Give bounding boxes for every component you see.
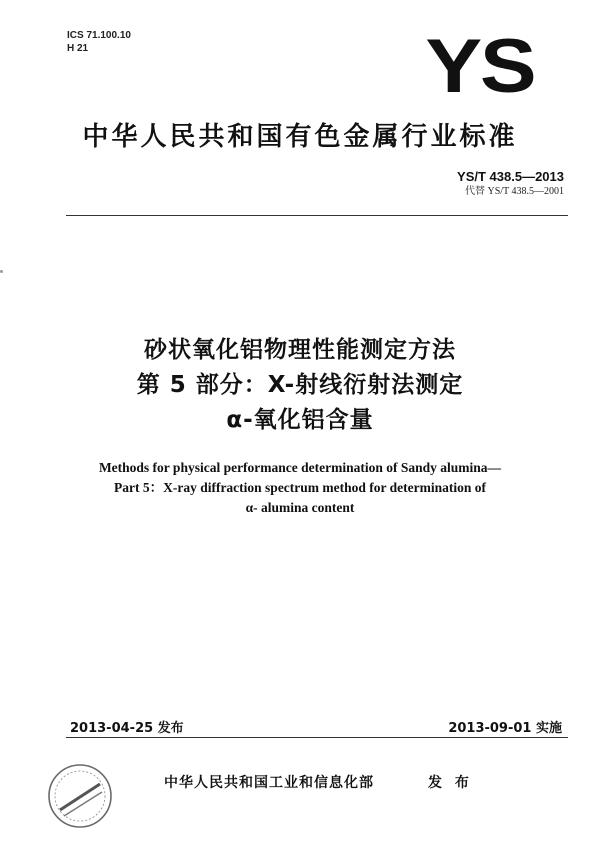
ys-logo: YS bbox=[424, 24, 534, 109]
effective-date: 2013-09-01 实施 bbox=[448, 721, 562, 736]
top-divider bbox=[66, 215, 568, 216]
title-zh-line-1: 砂状氧化铝物理性能测定方法 bbox=[144, 337, 456, 363]
scan-mark bbox=[0, 270, 3, 273]
ics-code: ICS 71.100.10 bbox=[67, 30, 131, 41]
title-en-line-1: Methods for physical performance determination of Sandy alumina— bbox=[98, 460, 502, 475]
standard-code: YS/T 438.5—2013 bbox=[457, 169, 564, 184]
publish-label: 发 布 bbox=[428, 775, 473, 791]
title-zh-line-2: 第 5 部分：X-射线衍射法测定 bbox=[136, 372, 464, 398]
standard-category-title: 中华人民共和国有色金属行业标准 bbox=[82, 122, 518, 152]
replaces-code: 代替 YS/T 438.5—2001 bbox=[465, 186, 564, 197]
ccs-code: H 21 bbox=[67, 43, 89, 54]
title-zh-line-3: α-氧化铝含量 bbox=[226, 407, 374, 433]
classification-codes bbox=[67, 29, 131, 55]
standard-code-block bbox=[457, 169, 564, 198]
issuing-authority: 中华人民共和国工业和信息化部 bbox=[164, 775, 374, 791]
issue-date: 2013-04-25 发布 bbox=[70, 721, 184, 736]
publisher-seal-icon bbox=[44, 760, 116, 832]
title-en-line-2: Part 5：X-ray diffraction spectrum method for determination of bbox=[113, 480, 487, 495]
title-en-line-3: α- alumina content bbox=[245, 500, 355, 515]
bottom-divider bbox=[66, 737, 568, 738]
